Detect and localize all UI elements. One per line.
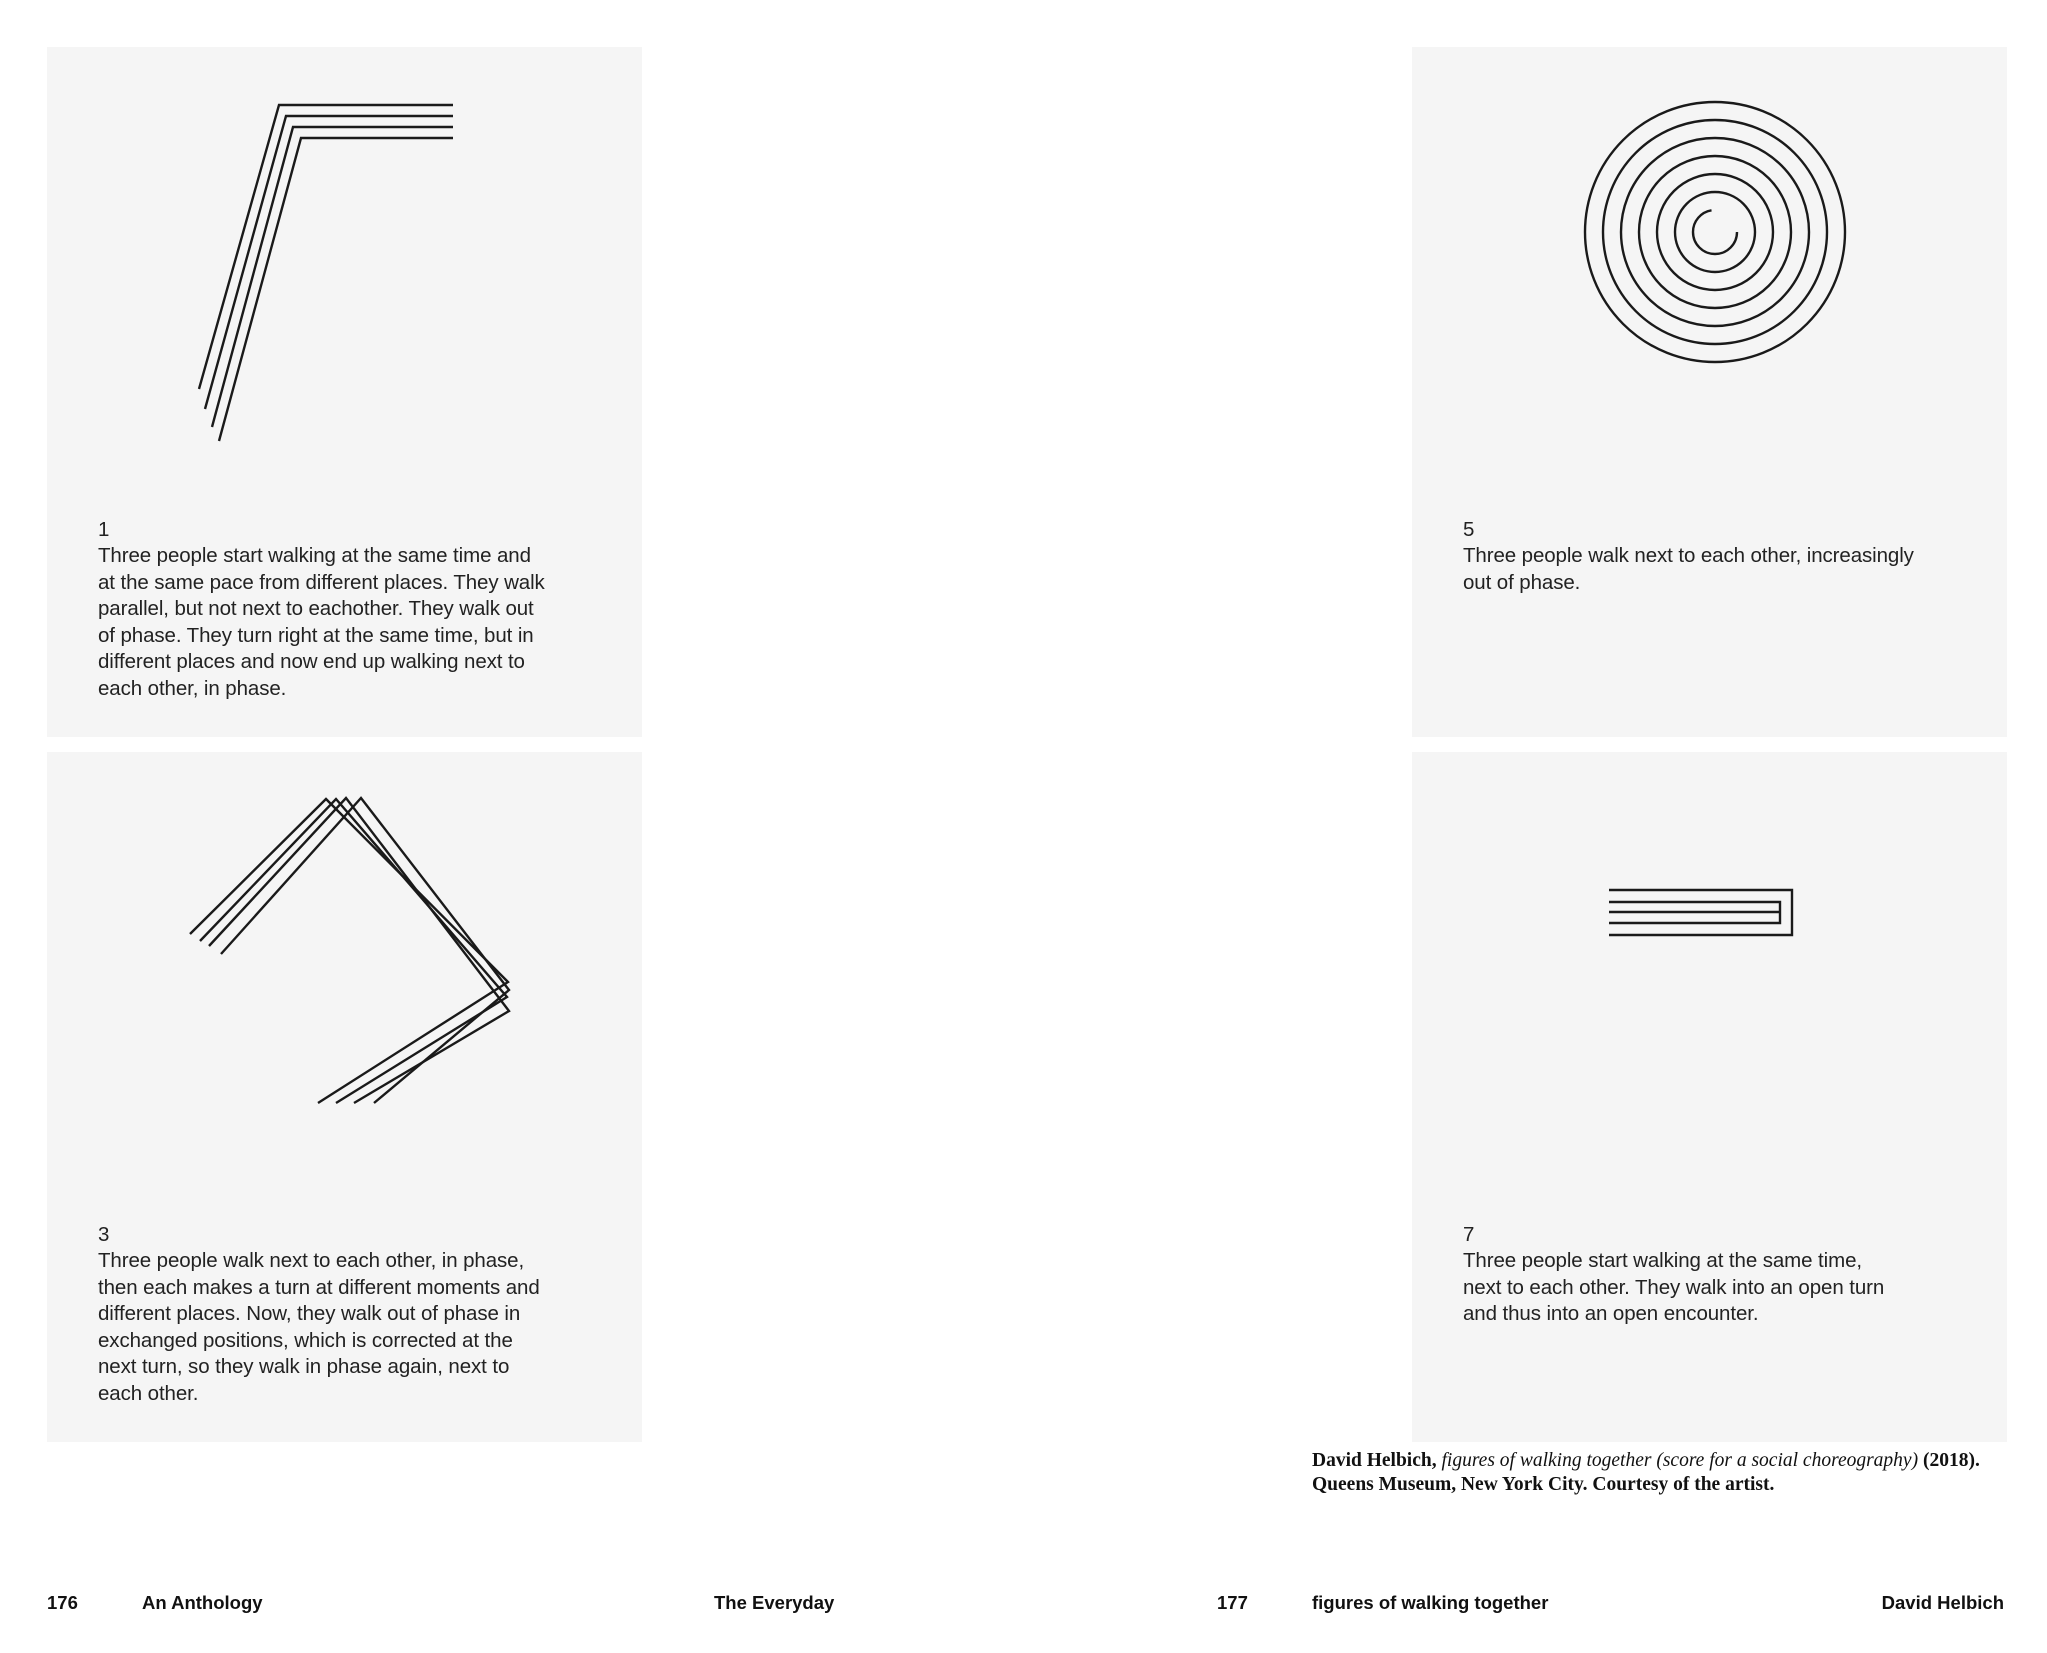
left-section-title: The Everyday xyxy=(714,1592,835,1613)
walking-figure-5-spiral xyxy=(1412,47,2007,737)
caption-location-credit: Queens Museum, New York City. Courtesy of the artist. xyxy=(1312,1474,1775,1495)
right-page-number: 177 xyxy=(1217,1592,1248,1613)
score-description: Three people walk next to each other, in phase, then each makes a turn at different moments and different places. Now, they walk out of phase in exchanged positions, which is corrected at the next turn, so they walk in phase again, next to each other. xyxy=(98,1249,540,1405)
caption-work-title: figures of walking together (score for a social choreography) xyxy=(1441,1450,1919,1471)
score-number: 7 xyxy=(1463,1223,1475,1246)
score-number: 1 xyxy=(98,518,110,541)
score-card-5 xyxy=(1412,47,2007,737)
left-running-title: An Anthology xyxy=(142,1592,263,1613)
score-number: 5 xyxy=(1463,518,1475,541)
right-chapter-title: figures of walking together xyxy=(1312,1592,1549,1613)
score-card-7 xyxy=(1412,752,2007,1442)
left-page-number: 176 xyxy=(47,1592,78,1613)
score-description: Three people start walking at the same time and at the same pace from different places. They walk parallel, but not next to eachother. They walk out of phase. They turn right at the same time, but in different places and now end up walking next to each other, in phase. xyxy=(98,544,545,700)
score-card-3 xyxy=(47,752,642,1442)
score-number: 3 xyxy=(98,1223,110,1246)
score-description: Three people start walking at the same time, next to each other. They walk into an open turn and thus into an open encounter. xyxy=(1463,1249,1885,1325)
score-description: Three people walk next to each other, increasingly out of phase. xyxy=(1463,544,1914,594)
image-caption xyxy=(1312,1449,2012,1497)
score-card-1 xyxy=(47,47,642,737)
caption-year: (2018). xyxy=(1922,1450,1980,1471)
caption-artist: David Helbich, xyxy=(1312,1450,1437,1471)
walking-figure-7-diagram xyxy=(1412,752,2007,1442)
right-author-name: David Helbich xyxy=(1881,1592,2004,1613)
